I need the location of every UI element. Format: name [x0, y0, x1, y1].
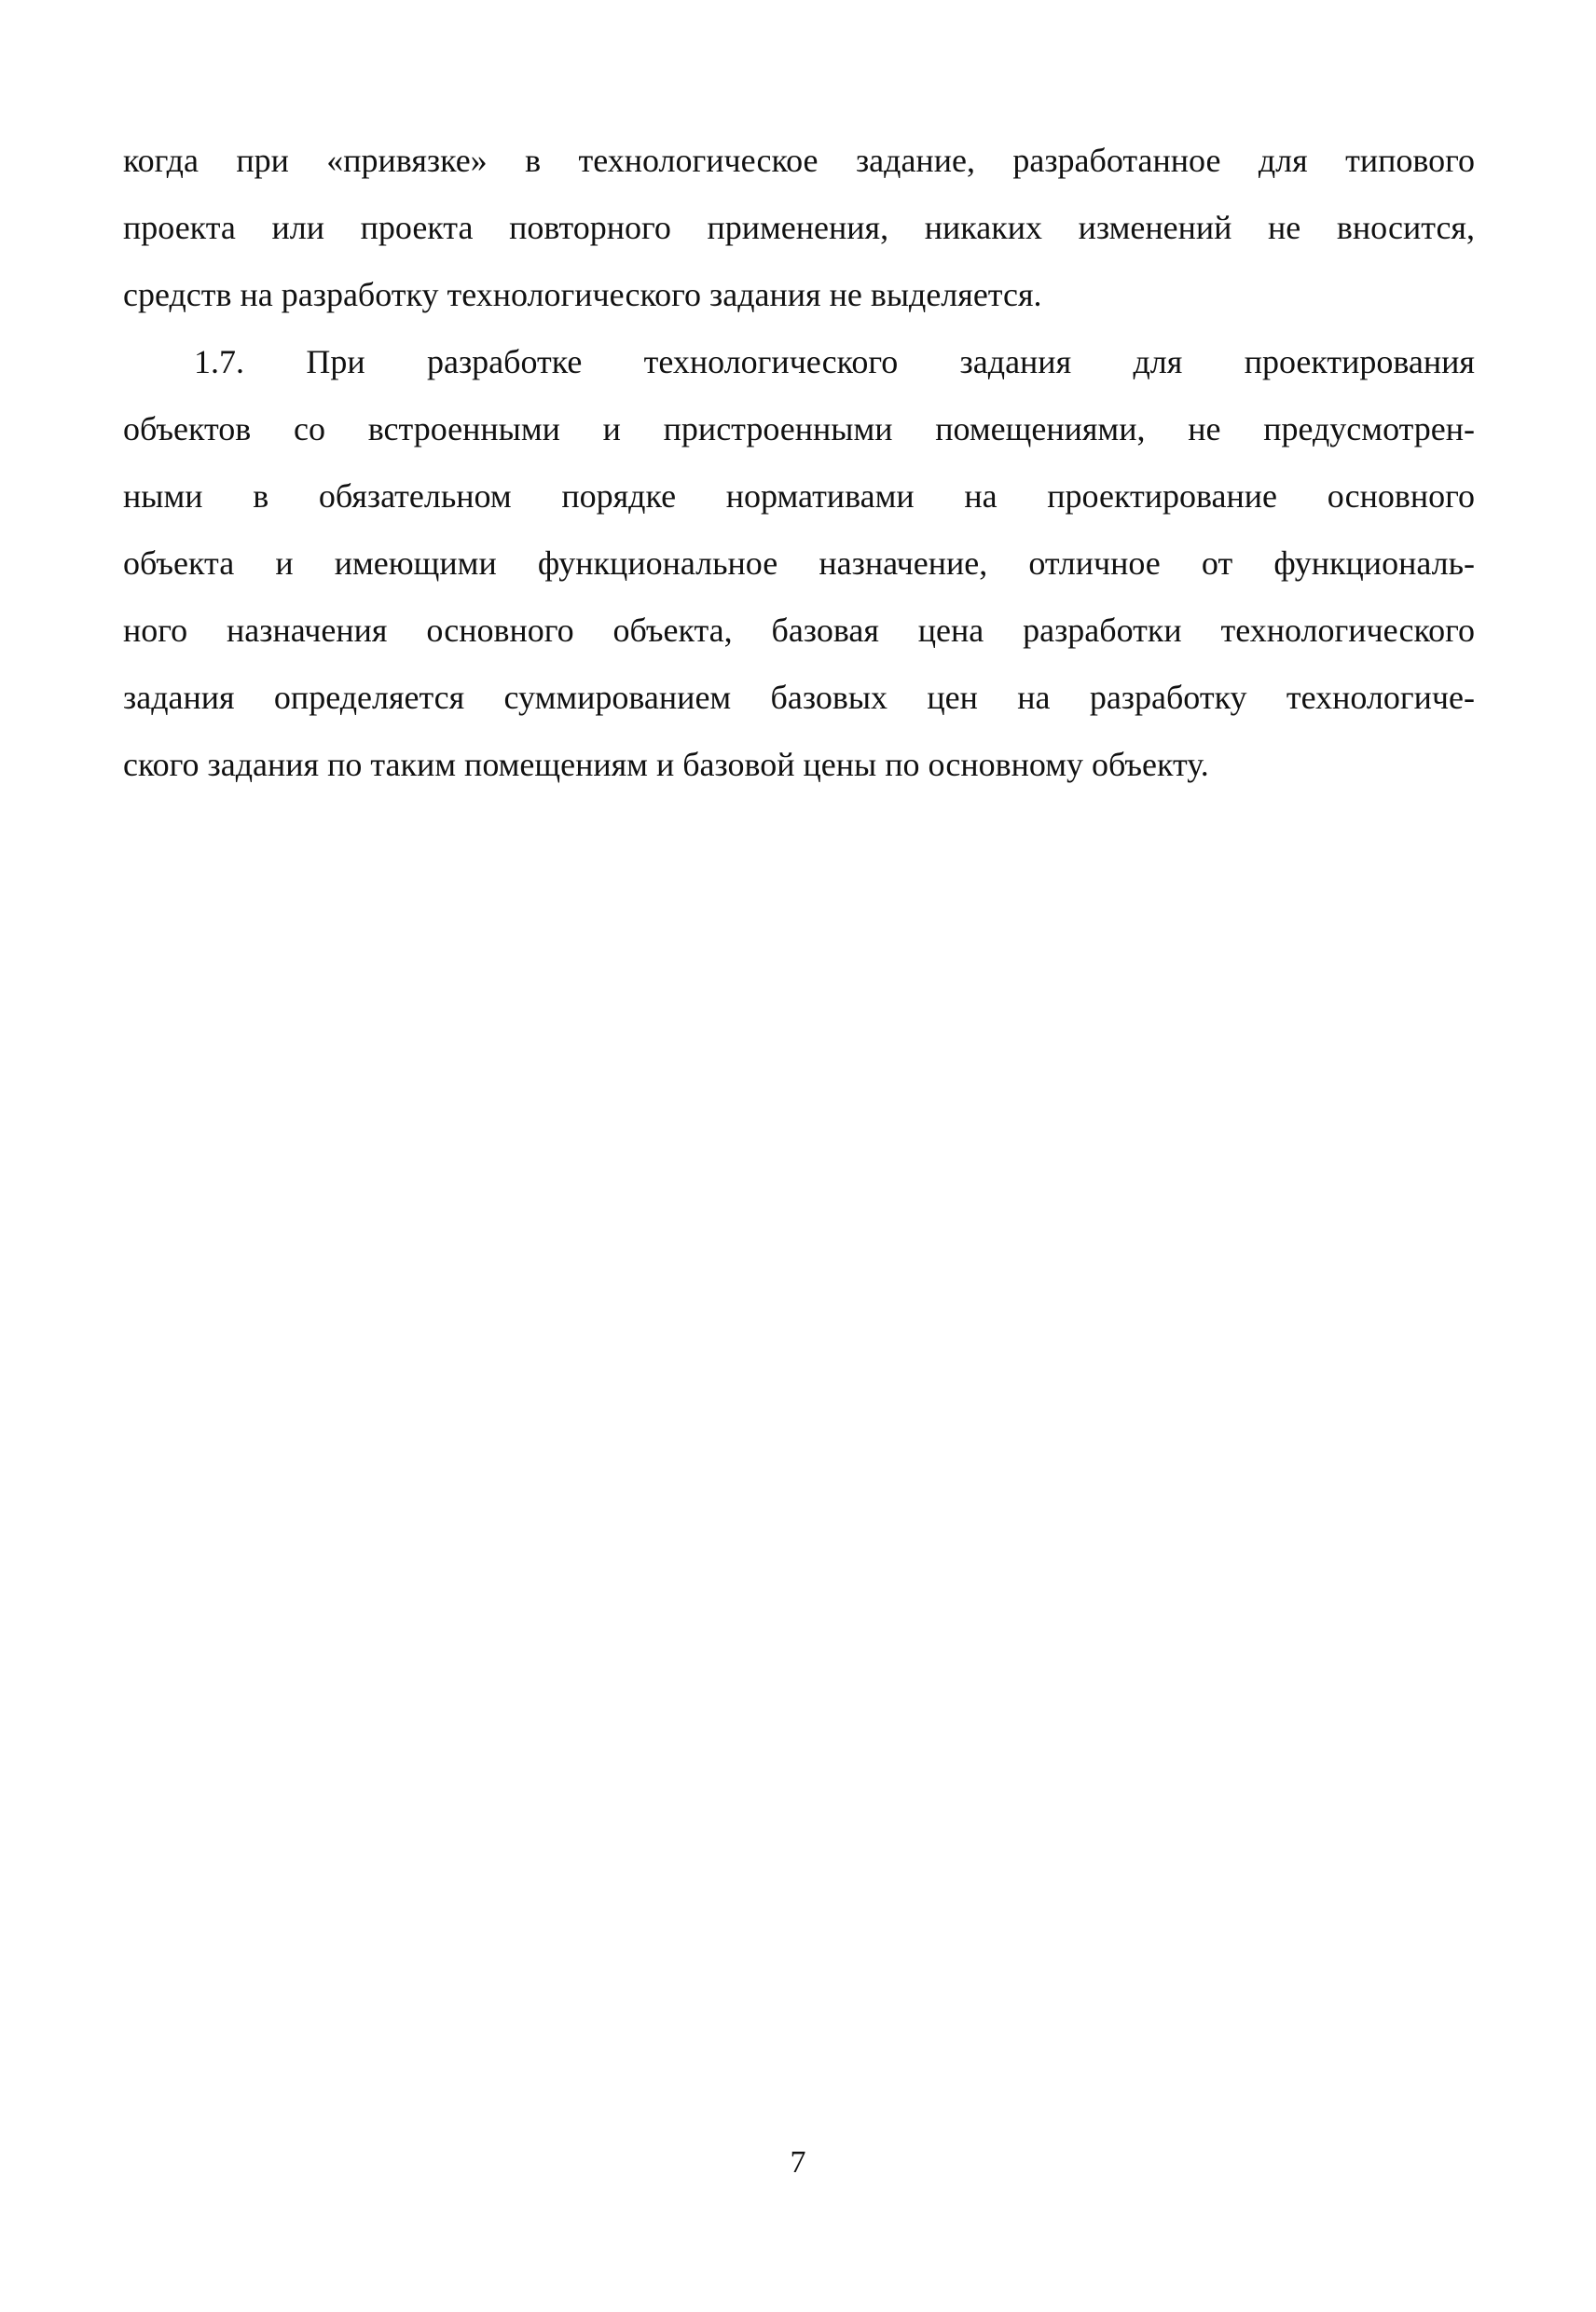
text-line: объекта и имеющими функциональное назначение, отличное от функциональ- — [123, 544, 1475, 582]
text-line: ного назначения основного объекта, базовая цена разработки технологического — [123, 612, 1475, 649]
page-number: 7 — [790, 2145, 806, 2180]
text-line: ского задания по таким помещениям и базовой цены по основному объекту. — [123, 746, 1209, 783]
body-text — [123, 127, 1475, 798]
text-line: средств на разработку технологического задания не выделяется. — [123, 276, 1042, 313]
text-line: когда при «привязке» в технологическое задание, разработанное для типового — [123, 142, 1475, 179]
paragraph-first-line: 1.7. При разработке технологического задания для проектирования — [194, 343, 1475, 380]
text-line: ными в обязательном порядке нормативами на проектирование основного — [123, 477, 1475, 515]
text-line: проекта или проекта повторного применения, никаких изменений не вносится, — [123, 209, 1475, 246]
text-line: объектов со встроенными и пристроенными помещениями, не предусмотрен- — [123, 410, 1475, 447]
text-line: задания определяется суммированием базовых цен на разработку технологиче- — [123, 679, 1475, 716]
